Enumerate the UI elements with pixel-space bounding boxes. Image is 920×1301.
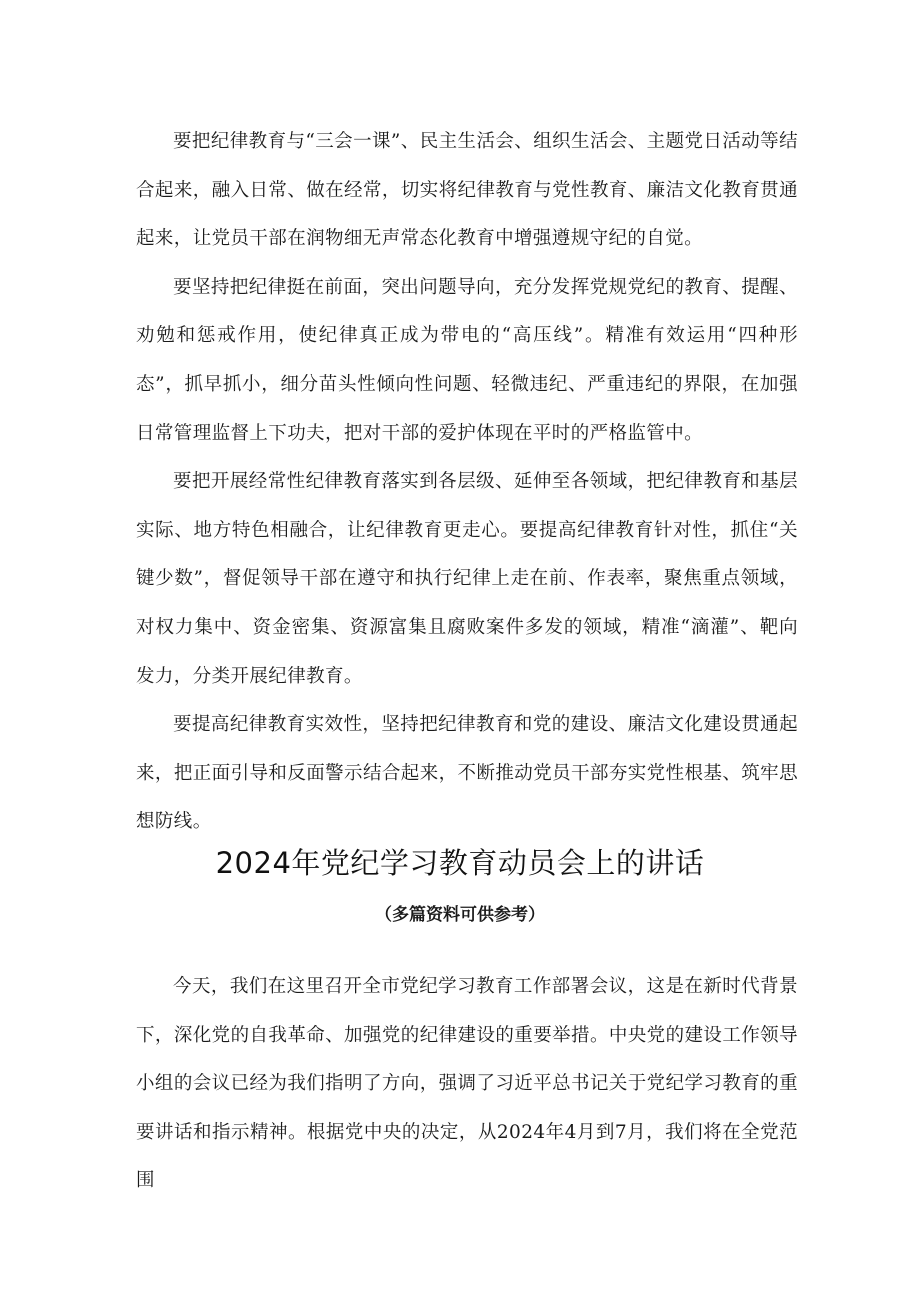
document-subtitle: （多篇资料可供参考）: [375, 905, 545, 925]
body-text-top: [136, 118, 798, 847]
body-text-bottom: [136, 963, 798, 1206]
document-title: 2024年党纪学习教育动员会上的讲话: [215, 846, 705, 880]
paragraph: 要坚持把纪律挺在前面，突出问题导向，充分发挥党规党纪的教育、提醒、劝勉和惩戒作用，使纪律真正成为带电的“高压线”。精准有效运用“四种形态”，抓早抓小，细分苗头性倾向性问题、轻微违纪、严重违纪的界限，在加强日常管理监督上下功夫，把对干部的爱护体现在平时的严格监管中。: [136, 276, 798, 444]
paragraph: 要把开展经常性纪律教育落实到各层级、延伸至各领域，把纪律教育和基层实际、地方特色相融合，让纪律教育更走心。要提高纪律教育针对性，抓住“关键少数”，督促领导干部在遵守和执行纪律上走在前、作表率，聚焦重点领域，对权力集中、资金密集、资源富集且腐败案件多发的领域，精准“滴灌”、靶向发力，分类开展纪律教育。: [136, 471, 798, 687]
paragraph: 要把纪律教育与“三会一课”、民主生活会、组织生活会、主题党日活动等结合起来，融入日常、做在经常，切实将纪律教育与党性教育、廉洁文化教育贯通起来，让党员干部在润物细无声常态化教育中增强遵规守纪的自觉。: [136, 131, 798, 250]
paragraph: 今天，我们在这里召开全市党纪学习教育工作部署会议，这是在新时代背景下，深化党的自我革命、加强党的纪律建设的重要举措。中央党的建设工作领导小组的会议已经为我们指明了方向，强调了习近平总书记关于党纪学习教育的重要讲话和指示精神。根据党中央的决定，从2024年4月到7月，我们将在全党范围: [136, 976, 798, 1192]
paragraph: 要提高纪律教育实效性，坚持把纪律教育和党的建设、廉洁文化建设贯通起来，把正面引导和反面警示结合起来，不断推动党员干部夯实党性根基、筑牢思想防线。: [136, 714, 798, 833]
